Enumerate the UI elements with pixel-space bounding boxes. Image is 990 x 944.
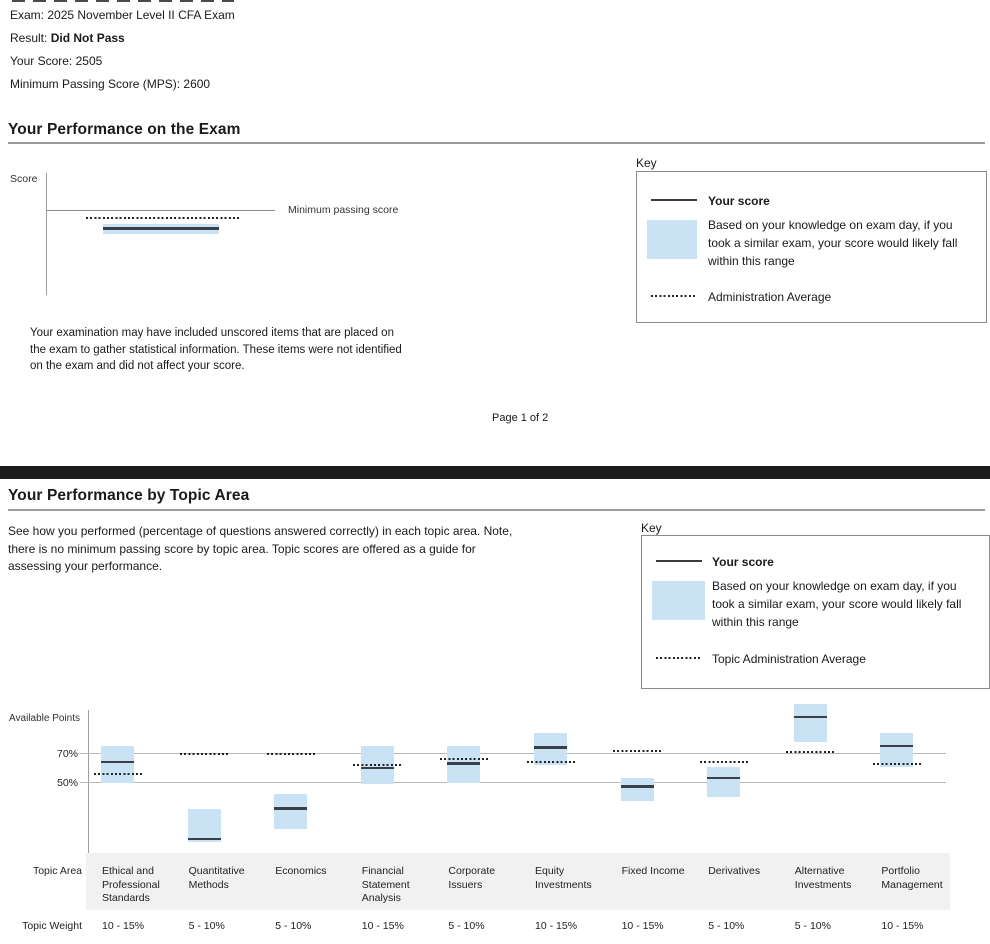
topic-area-cell: Quantitative Methods	[188, 865, 245, 891]
mps-value: 2600	[183, 77, 211, 91]
y-tick-label-50: 50%	[56, 776, 78, 789]
y-tick-label-70: 70%	[56, 747, 78, 760]
result-value: Did Not Pass	[50, 31, 125, 45]
key2-average-label: Topic Administration Average	[712, 652, 866, 666]
topic-weight-cell: 10 - 15%	[102, 920, 145, 932]
topic-area-cell: Economics	[275, 865, 327, 877]
topic-weight-cell: 10 - 15%	[881, 920, 924, 932]
key1-your-score-label: Your score	[708, 194, 770, 208]
topic-weight-cell: 10 - 15%	[621, 920, 664, 932]
topic-area-cell: Portfolio Management	[881, 865, 943, 891]
key2-your-score-label: Your score	[712, 555, 774, 569]
section-topic-title: Your Performance by Topic Area	[8, 487, 250, 504]
topic-weight-cell: 5 - 10%	[188, 920, 225, 932]
key2-range-label: Based on your knowledge on exam day, if you took a similar exam, your score would likely fall within this range	[712, 579, 962, 629]
key1-range-label: Based on your knowledge on exam day, if you took a similar exam, your score would likely fall within this range	[708, 218, 958, 268]
your-score-label: Your Score:	[10, 54, 73, 68]
topic-area-cell: Financial Statement Analysis	[361, 865, 410, 904]
topic-weight-cell: 5 - 10%	[448, 920, 485, 932]
topic-weight-cell: 10 - 15%	[535, 920, 578, 932]
topic-weight-cell: 5 - 10%	[794, 920, 831, 932]
available-points-axis-label: Available Points	[9, 713, 80, 724]
score-axis-label: Score	[10, 173, 38, 185]
topic-area-cell: Ethical and Professional Standards	[102, 865, 160, 904]
topic-area-cell: Derivatives	[708, 865, 761, 877]
topic-weight-row-label: Topic Weight	[22, 920, 82, 932]
topic-area-cell: Alternative Investments	[794, 865, 852, 891]
topic-intro-text: See how you performed (percentage of questions answered correctly) in each topic area. Note, there is no minimum passing score by topic area. Topic scores are offered as a guide for assessing your performance.	[8, 524, 513, 573]
topic-weight-cell: 10 - 15%	[361, 920, 404, 932]
topic-weight-cell: 5 - 10%	[708, 920, 745, 932]
section-exam-title: Your Performance on the Exam	[8, 121, 241, 138]
your-score-value: 2505	[75, 54, 103, 68]
unscored-items-note: Your examination may have included unscored items that are placed on the exam to gather statistical information. These items were not identified on the exam and did not affect your score.	[30, 327, 402, 372]
topic-area-row-label: Topic Area	[32, 865, 82, 877]
topic-area-cell: Fixed Income	[621, 865, 685, 877]
topic-area-cell: Corporate Issuers	[448, 865, 496, 891]
key1-title: Key	[636, 156, 657, 170]
key1-average-label: Administration Average	[708, 290, 832, 304]
page-indicator: Page 1 of 2	[492, 412, 549, 424]
mps-label: Minimum Passing Score (MPS):	[10, 77, 181, 91]
key2-title: Key	[641, 521, 662, 535]
exam-value: 2025 November Level II CFA Exam	[47, 8, 235, 22]
result-label: Result:	[10, 31, 48, 45]
exam-label: Exam:	[10, 8, 45, 22]
topic-weight-cell: 5 - 10%	[275, 920, 312, 932]
minimum-passing-score-annotation: Minimum passing score	[288, 204, 399, 216]
topic-area-cell: Equity Investments	[535, 865, 592, 891]
